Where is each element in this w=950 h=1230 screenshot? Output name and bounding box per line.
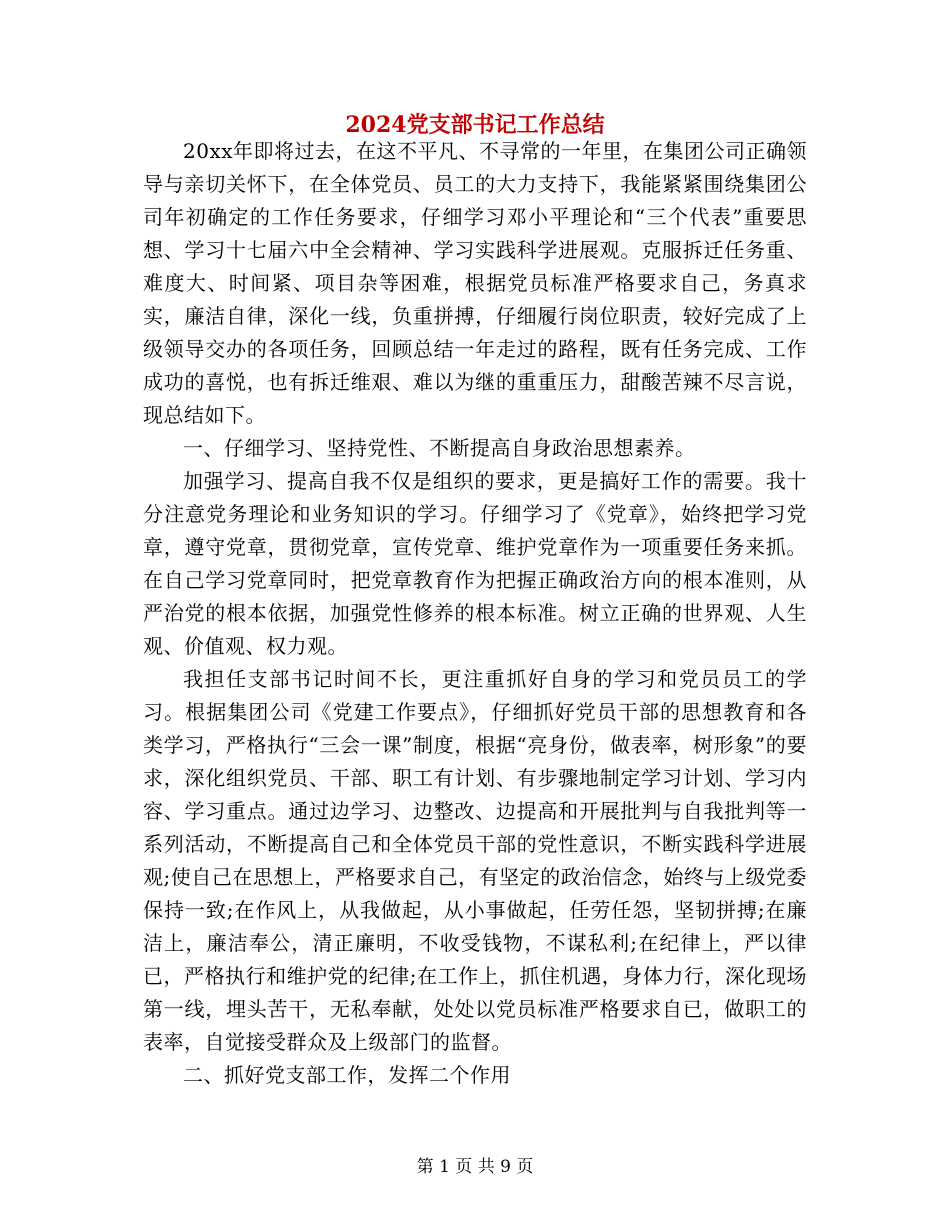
section-heading-2: 二、抓好党支部工作，发挥二个作用: [183, 1063, 511, 1087]
paragraph-secretary: 我担任支部书记时间不长，更注重抓好自身的学习和党员员工的学习。根据集团公司《党建工作要点》，仔细抓好党员干部的思想教育和各类学习，严格执行“三会一课”制度，根据“亮身份，做表率，树形象”的要求，深化组织党员、干部、职工有计划、有步骤地制定学习计划、学习内容、学习重点。通过边学习、边整改、边提高和开展批判与自我批判等一系列活动，不断提高自己和全体党员干部的党性意识，不断实践科学进展观;使自己在思想上，严格要求自己，有坚定的政治信念，始终与上级党委保持一致;在作风上，从我做起，从小事做起，任劳任怨，坚韧拼搏;在廉洁上，廉洁奉公，清正廉明，不收受钱物，不谋私利;在纪律上，严以律已，严格执行和维护党的纪律;在工作上，抓住机遇，身体力行，深化现场第一线，埋头苦干，无私奉献，处处以党员标准严格要求自已，做职工的表率，自觉接受群众及上级部门的监督。: [143, 667, 807, 1054]
document-title: 2024党支部书记工作总结: [345, 112, 605, 138]
section-heading-1: 一、仔细学习、坚持党性、不断提高自身政治思想素养。: [183, 436, 696, 460]
page-footer: 第 1 页 共 9 页: [416, 1157, 534, 1177]
paragraph-intro: 20xx年即将过去，在这不平凡、不寻常的一年里，在集团公司正确领导与亲切关怀下，在全体党员、员工的大力支持下，我能紧紧围绕集团公司年初确定的工作任务要求，仔细学习邓小平理论和“三个代表”重要思想、学习十七届六中全会精神、学习实践科学进展观。克服拆迁任务重、难度大、时间紧、项目杂等困难，根据党员标准严格要求自己，务真求实，廉洁自律，深化一线，负重拼搏，仔细履行岗位职责，较好完成了上级领导交办的各项任务，回顾总结一年走过的路程，既有任务完成、工作成功的喜悦，也有拆迁维艰、难以为继的重重压力，甜酸苦辣不尽言说，现总结如下。: [143, 139, 808, 427]
document-body: [143, 135, 807, 1092]
paragraph-study: 加强学习、提高自我不仅是组织的要求，更是搞好工作的需要。我十分注意党务理论和业务知识的学习。仔细学习了《党章》，始终把学习党章，遵守党章，贯彻党章，宣传党章、维护党章作为一项重要任务来抓。在自己学习党章同时，把党章教育作为把握正确政治方向的根本准则，从严治党的根本依据，加强党性修养的根本标准。树立正确的世界观、人生观、价值观、权力观。: [143, 469, 807, 658]
